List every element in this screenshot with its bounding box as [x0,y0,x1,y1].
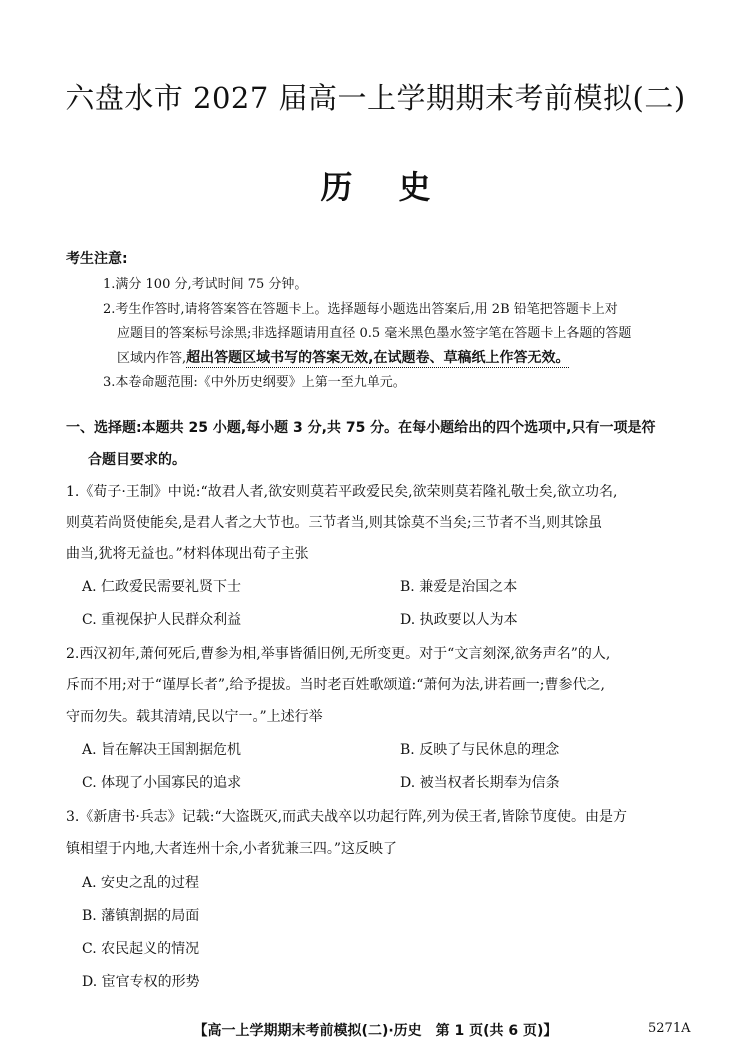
section-heading-line2: 合题目要求的。 [88,452,186,468]
notice-item-1: 1.满分 100 分,考试时间 75 分钟。 [103,277,308,292]
question-3-option-c: C. 农民起义的情况 [82,941,200,957]
notice-heading: 考生注意: [66,251,128,267]
question-1-option-a: A. 仁政爱民需要礼贤下士 [82,579,242,595]
notice-item-3: 3.本卷命题范围:《中外历史纲要》上第一至九单元。 [103,375,406,390]
question-3-option-b: B. 藩镇割据的局面 [82,908,200,924]
question-2-line-1: 2.西汉初年,萧何死后,曹参为相,举事皆循旧例,无所变更。对于“文言刻深,欲务声名”的人, [66,646,611,662]
notice-item-2: 2.考生作答时,请将答案答在答题卡上。选择题每小题选出答案后,用 2B 铅笔把答题卡上对 [103,302,618,317]
notice-item-2-tail: 区域内作答, [117,351,187,366]
question-3-option-a: A. 安史之乱的过程 [82,875,200,891]
question-1-line-2: 则莫若尚贤使能矣,是君人者之大节也。三节者当,则其馀莫不当矣;三节者不当,则其馀虽 [66,515,603,531]
question-3-line-1: 3.《新唐书·兵志》记载:“大盗既灭,而武夫战卒以功起行阵,列为侯王者,皆除节度使。由是方 [66,809,628,825]
notice-emphasis: 超出答题区域书写的答案无效,在试题卷、草稿纸上作答无效。 [186,350,570,366]
subject-title: 历史 [320,168,477,206]
question-2-line-3: 守而勿失。载其清靖,民以宁一。”上述行举 [66,709,323,725]
exam-title: 六盘水市 2027 届高一上学期期末考前模拟(二) [65,81,686,115]
question-1-line-3: 曲当,犹将无益也。”材料体现出荀子主张 [66,546,309,562]
question-2-option-a: A. 旨在解决王国割据危机 [82,742,242,758]
question-2-line-2: 斥而不用;对于“谨厚长者”,给予提拔。当时老百姓歌颂道:“萧何为法,讲若画一;曹参代之, [66,677,605,693]
question-3-option-d: D. 宦官专权的形势 [82,974,200,990]
section-heading-line1: 一、选择题:本题共 25 小题,每小题 3 分,共 75 分。在每小题给出的四个选项中,只有一项是符 [66,420,656,436]
page-footer: 【高一上学期期末考前模拟(二)·历史 第 1 页(共 6 页)】 [193,1023,558,1039]
question-2-option-d: D. 被当权者长期奉为信条 [400,775,560,791]
question-1-line-1: 1.《荀子·王制》中说:“故君人者,欲安则莫若平政爱民矣,欲荣则莫若隆礼敬士矣,欲立功名, [66,484,618,500]
question-1-option-b: B. 兼爱是治国之本 [400,579,518,595]
question-2-option-c: C. 体现了小国寡民的追求 [82,775,242,791]
notice-item-2-cont: 应题目的答案标号涂黑;非选择题请用直径 0.5 毫米黑色墨水签字笔在答题卡上各题的答题 [117,326,632,341]
paper-code: 5271A [648,1021,691,1036]
question-3-line-2: 镇相望于内地,大者连州十余,小者犹兼三四。”这反映了 [66,841,398,857]
question-2-option-b: B. 反映了与民休息的理念 [400,742,560,758]
question-1-option-d: D. 执政要以人为本 [400,612,518,628]
notice-item-2-cont-2 [117,347,569,367]
question-1-option-c: C. 重视保护人民群众利益 [82,612,242,628]
